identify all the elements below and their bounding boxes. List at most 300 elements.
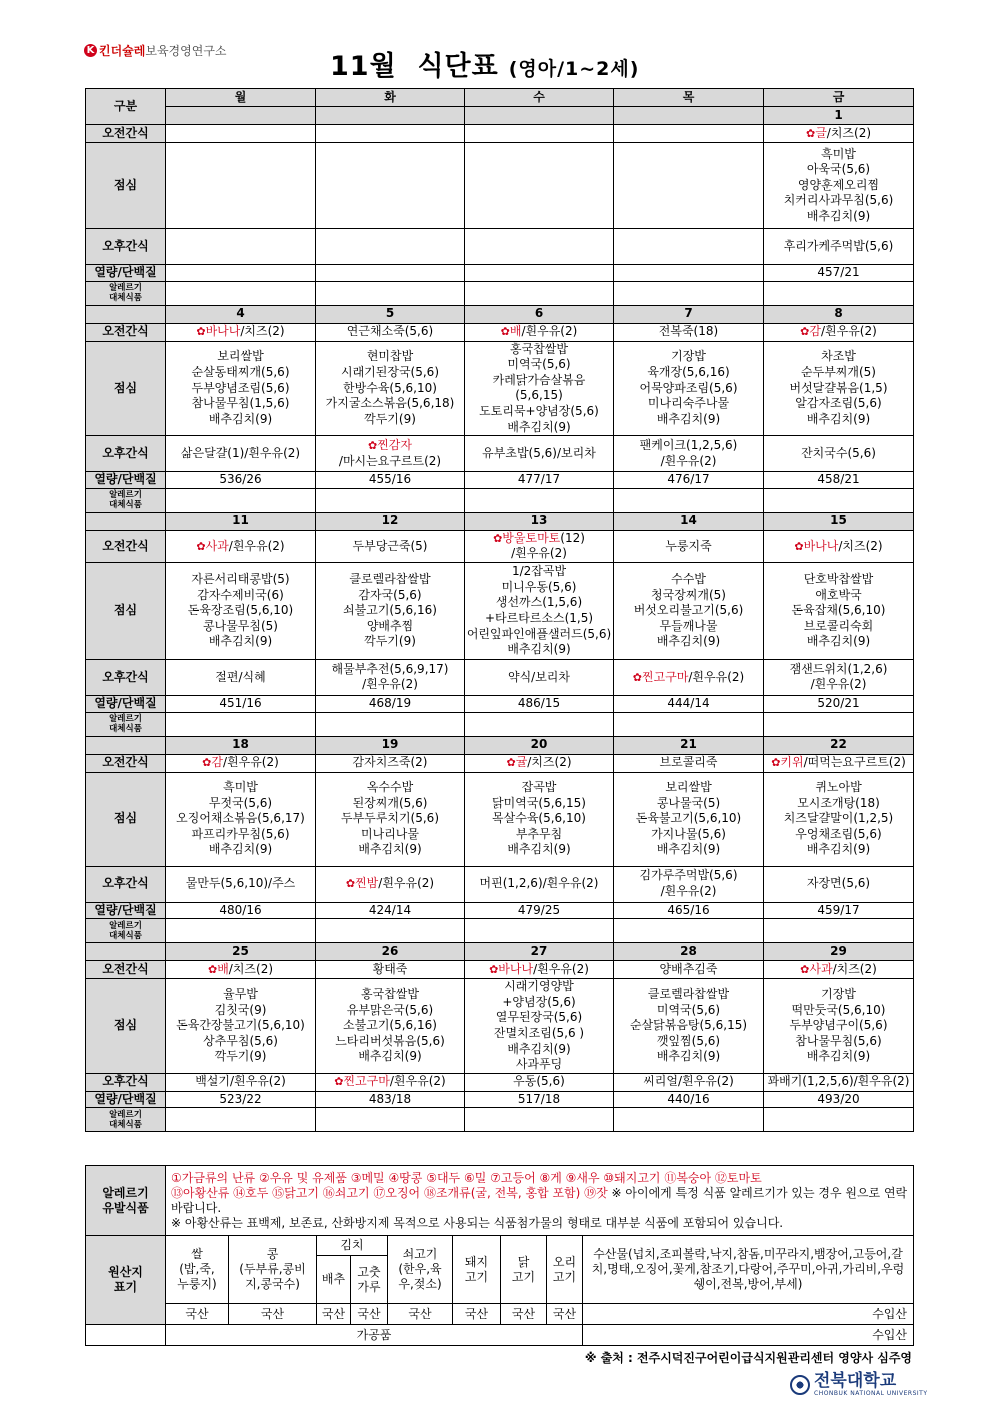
- allergy-list-2: ⑬아황산류 ⑭호두 ⑮닭고기 ⑯쇠고기 ⑰오징어 ⑱조개류(굴, 전복, 홍합 포함) ⑲잣: [171, 1185, 608, 1200]
- menu-text: (12): [560, 530, 585, 545]
- lunch-cell: [465, 562, 614, 659]
- title-sub: (영아/1~2세): [508, 58, 640, 80]
- date-row-label: [86, 943, 166, 961]
- menu-text: /흰우유(2): [511, 546, 567, 561]
- lunch-item: 된장찌개(5,6): [352, 795, 428, 810]
- flower-icon: ✿: [345, 877, 356, 891]
- lunch-cell: [764, 979, 914, 1074]
- afternoon-snack-cell: [465, 1073, 614, 1091]
- afternoon-line: [465, 670, 613, 686]
- lunch-item: 떡만둣국(5,6,10): [791, 1002, 886, 1017]
- afternoon-snack-label: 오후간식: [86, 866, 166, 902]
- menu-text: /흰우유(2): [389, 1074, 446, 1089]
- lunch-item: 배추김치(9): [507, 1041, 571, 1056]
- lunch-item: 우엉채조림(5,6): [795, 826, 882, 841]
- afternoon-snack-label: 오후간식: [86, 659, 166, 695]
- lunch-cell: [465, 979, 614, 1074]
- menu-text: 머핀(1,2,6)/흰우유(2): [479, 876, 599, 891]
- date-cell: 29: [764, 943, 914, 961]
- menu-text: /흰우유(2): [688, 669, 745, 684]
- calorie-cell: [316, 265, 465, 282]
- lunch-item: 미나리나물: [361, 826, 419, 841]
- origin-pepper-value: 국산: [351, 1304, 388, 1325]
- menu-text: 귤: [515, 755, 528, 770]
- lunch-item: 가지나물(5,6): [651, 826, 726, 841]
- menu-text: 꽈배기(1,2,5,6)/흰우유(2): [767, 1074, 910, 1089]
- flower-icon: ✿: [800, 325, 810, 339]
- menu-text: /치즈(2): [240, 324, 285, 339]
- day-header: 금: [764, 89, 914, 107]
- lunch-cell: [316, 562, 465, 659]
- allergy-substitute-cell: [764, 281, 914, 305]
- allergy-substitute-cell: [465, 281, 614, 305]
- lunch-cell: [614, 772, 764, 866]
- allergy-substitute-label: 알레르기 대체식품: [86, 281, 166, 305]
- date-cell: 27: [465, 943, 614, 961]
- morning-snack-cell: [764, 530, 914, 562]
- lunch-item: 브로콜리숙회: [803, 618, 874, 633]
- lunch-item: +양념장(5,6): [502, 994, 576, 1009]
- date-cell: 21: [614, 736, 764, 754]
- lunch-item: 흑미밥: [223, 780, 258, 795]
- calorie-cell: 457/21: [764, 265, 914, 282]
- morning-snack-cell: [614, 125, 764, 143]
- lunch-item: 클로렐라찹쌀밥: [647, 986, 730, 1001]
- morning-snack-cell: [465, 961, 614, 979]
- menu-text: /치즈(2): [832, 961, 877, 976]
- lunch-item: 돈육불고기(5,6,10): [635, 811, 742, 826]
- lunch-item: 도토리묵+양념장(5,6): [479, 403, 599, 418]
- lunch-item: 배추김치(9): [208, 842, 273, 857]
- afternoon-line: [764, 446, 913, 462]
- afternoon-line: [316, 876, 464, 892]
- lunch-item: 옥수수밥: [366, 780, 414, 795]
- menu-text: 찐감자: [377, 438, 412, 453]
- lunch-cell: [614, 562, 764, 659]
- allergy-substitute-cell: [614, 919, 764, 943]
- lunch-item: 깍두기(9): [364, 411, 416, 426]
- lunch-item: 클로렐라찹쌀밥: [349, 571, 431, 586]
- lunch-item: 배추김치(9): [507, 642, 571, 657]
- lunch-item: 목살수육(5,6,10): [492, 811, 586, 826]
- date-cell: 15: [764, 512, 914, 530]
- date-cell: 25: [166, 943, 316, 961]
- afternoon-line: [316, 454, 464, 470]
- university-name: 전북대학교: [814, 1371, 897, 1391]
- lunch-item: 배추김치(9): [507, 842, 571, 857]
- menu-text: 물만두(5,6,10)/주스: [185, 876, 296, 891]
- flower-icon: ✿: [632, 670, 642, 684]
- calorie-cell: 479/25: [465, 902, 614, 919]
- lunch-item: 참나물무침(1,5,6): [191, 396, 290, 411]
- morning-snack-cell: [316, 530, 465, 562]
- lunch-item: 차조밥: [821, 349, 856, 364]
- processed-label: 가공품: [166, 1325, 583, 1346]
- lunch-item: 순살닭볶음탕(5,6,15): [629, 1018, 748, 1033]
- morning-snack-cell: [316, 961, 465, 979]
- afternoon-line: [614, 1074, 763, 1090]
- lunch-cell: [465, 341, 614, 436]
- lunch-item: 미나리숙주나물: [647, 396, 730, 411]
- lunch-item: 배추김치(9): [806, 634, 871, 649]
- morning-snack-cell: [614, 961, 764, 979]
- morning-snack-label: 오전간식: [86, 961, 166, 979]
- allergy-substitute-cell: [166, 1108, 316, 1132]
- university-seal-icon: [790, 1375, 810, 1395]
- flower-icon: ✿: [207, 962, 218, 976]
- morning-snack-label: 오전간식: [86, 754, 166, 772]
- lunch-item: 어묵양파조림(5,6): [639, 380, 738, 395]
- menu-text: 글: [815, 125, 827, 140]
- lunch-item: 가지굴소스볶음(5,6,18): [325, 396, 455, 411]
- date-cell: 22: [764, 736, 914, 754]
- menu-text: 방울토마토: [502, 530, 561, 545]
- menu-text: 두부당근죽(5): [352, 538, 428, 553]
- category-header: 구분: [86, 89, 166, 125]
- allergy-substitute-cell: [465, 919, 614, 943]
- logo-brand: 킨더슐레: [99, 44, 146, 58]
- processed-value: 수입산: [583, 1325, 914, 1346]
- lunch-item: 어린잎파인애플샐러드(5,6): [466, 626, 612, 641]
- allergy-substitute-label: 알레르기 대체식품: [86, 919, 166, 943]
- lunch-item: 배추김치(9): [806, 208, 871, 223]
- afternoon-snack-cell: [316, 436, 465, 472]
- lunch-item: 닭미역국(5,6,15): [492, 795, 586, 810]
- lunch-item: 카레닭가슴살볶음: [492, 372, 586, 387]
- afternoon-line: [166, 670, 315, 686]
- afternoon-snack-cell: [166, 436, 316, 472]
- date-cell: 28: [614, 943, 764, 961]
- calorie-cell: 458/21: [764, 472, 914, 489]
- afternoon-snack-cell: [465, 436, 614, 472]
- menu-text: /치즈(2): [228, 961, 274, 976]
- afternoon-line: [614, 884, 763, 900]
- calorie-cell: 444/14: [614, 695, 764, 712]
- lunch-item: 기장밥: [821, 986, 856, 1001]
- afternoon-line: [316, 1074, 464, 1090]
- lunch-item: (5,6,15): [515, 388, 563, 403]
- lunch-item: 보리쌀밥: [217, 349, 264, 364]
- lunch-cell: [316, 341, 465, 436]
- lunch-item: 배추김치(9): [656, 634, 721, 649]
- calorie-label: 열량/단백질: [86, 265, 166, 282]
- origin-pork-value: 국산: [453, 1304, 501, 1325]
- calorie-cell: 493/20: [764, 1091, 914, 1108]
- lunch-item: 홍국찹쌀밥: [510, 341, 568, 356]
- date-cell: 8: [764, 305, 914, 323]
- flower-icon: ✿: [334, 1075, 344, 1089]
- afternoon-line: [764, 662, 913, 678]
- menu-text: 감: [809, 324, 821, 339]
- allergy-substitute-cell: [614, 1108, 764, 1132]
- menu-text: 황태죽: [372, 961, 408, 976]
- lunch-item: 소불고기(5,6,16): [343, 1018, 437, 1033]
- afternoon-snack-cell: [764, 866, 914, 902]
- allergy-substitute-cell: [166, 919, 316, 943]
- lunch-item: 파프리카무침(5,6): [191, 826, 290, 841]
- allergy-origin-table: [85, 1165, 914, 1346]
- menu-text: /흰우유(2): [810, 677, 867, 692]
- date-cell: [166, 107, 316, 125]
- menu-text: 찐고구마: [642, 669, 689, 684]
- allergy-substitute-label: 알레르기 대체식품: [86, 1108, 166, 1132]
- afternoon-line: [764, 1074, 913, 1090]
- menu-text: /흰우유(2): [362, 677, 418, 692]
- afternoon-line: [764, 876, 913, 892]
- lunch-item: 양배추찜: [366, 618, 414, 633]
- afternoon-snack-cell: [465, 659, 614, 695]
- afternoon-snack-cell: [614, 436, 764, 472]
- calorie-label: 열량/단백질: [86, 472, 166, 489]
- lunch-item: 흑미밥: [821, 146, 856, 161]
- morning-snack-cell: [166, 530, 316, 562]
- morning-snack-cell: [316, 754, 465, 772]
- morning-snack-cell: [166, 125, 316, 143]
- calorie-cell: 477/17: [465, 472, 614, 489]
- lunch-item: 순두부찌개(5): [801, 364, 876, 379]
- lunch-item: 알감자조림(5,6): [795, 396, 882, 411]
- lunch-item: 시래기영양밥: [504, 979, 574, 994]
- date-cell: 19: [316, 736, 465, 754]
- lunch-item: 배추김치(9): [507, 419, 571, 434]
- lunch-item: 무젓국(5,6): [208, 795, 273, 810]
- lunch-item: 보리쌀밥: [665, 780, 712, 795]
- university-name-en: CHONBUK NATIONAL UNIVERSITY: [814, 1390, 928, 1397]
- origin-beef-value: 국산: [388, 1304, 453, 1325]
- lunch-item: 모시조개탕(18): [797, 795, 880, 810]
- lunch-item: 수수밥: [671, 571, 706, 586]
- lunch-item: 김칫국(9): [214, 1002, 267, 1017]
- morning-snack-cell: [465, 323, 614, 341]
- allergy-substitute-cell: [465, 712, 614, 736]
- origin-label: 원산지 표기: [86, 1236, 166, 1325]
- afternoon-snack-label: 오후간식: [86, 436, 166, 472]
- lunch-cell: [465, 772, 614, 866]
- origin-bean-value: 국산: [229, 1304, 317, 1325]
- lunch-cell: [166, 341, 316, 436]
- calorie-cell: 536/26: [166, 472, 316, 489]
- menu-text: 감: [211, 755, 223, 770]
- menu-text: 브로콜리죽: [659, 755, 718, 770]
- lunch-item: 쇠불고기(5,6,16): [343, 603, 437, 618]
- menu-table: [85, 88, 914, 1132]
- date-cell: 13: [465, 512, 614, 530]
- origin-cabbage: 배추: [317, 1256, 351, 1304]
- menu-text: /흰우유(2): [521, 324, 578, 339]
- menu-text: /흰우유(2): [228, 538, 285, 553]
- menu-text: /마시는요구르트(2): [338, 453, 442, 468]
- lunch-item: 미역국(5,6): [656, 1002, 721, 1017]
- morning-snack-cell: [316, 323, 465, 341]
- origin-duck: 오리 고기: [547, 1236, 583, 1304]
- menu-text: 잔치국수(5,6): [801, 445, 876, 460]
- allergy-substitute-cell: [764, 919, 914, 943]
- origin-chicken-value: 국산: [501, 1304, 547, 1325]
- lunch-label: 점심: [86, 143, 166, 229]
- lunch-item: 돈육잡채(5,6,10): [791, 603, 886, 618]
- origin-kimchi: 김치: [317, 1236, 388, 1256]
- flower-icon: ✿: [500, 325, 510, 339]
- calorie-cell: 517/18: [465, 1091, 614, 1108]
- date-cell: 11: [166, 512, 316, 530]
- allergy-label: 알레르기 유발식품: [86, 1166, 166, 1236]
- lunch-cell: [316, 143, 465, 229]
- allergy-note-1: ※ 아이에게 특정 식품 알레르기가 있는 경우 원으로 연락 바랍니다.: [171, 1185, 908, 1215]
- calorie-cell: 459/17: [764, 902, 914, 919]
- afternoon-line: [614, 670, 763, 686]
- source-note: ※ 출처 : 전주시덕진구어린이급식지원관리센터 영양사 심주영: [584, 1351, 912, 1365]
- date-cell: [316, 107, 465, 125]
- lunch-cell: [166, 772, 316, 866]
- afternoon-line: [614, 438, 763, 454]
- lunch-item: 무들깨나물: [659, 618, 718, 633]
- lunch-item: 청국장찌개(5): [651, 587, 726, 602]
- afternoon-snack-cell: [316, 229, 465, 265]
- calorie-label: 열량/단백질: [86, 1091, 166, 1108]
- menu-text: 팬케이크(1,2,5,6): [639, 438, 738, 453]
- afternoon-snack-cell: [614, 1073, 764, 1091]
- lunch-item: 두부양념조림(5,6): [191, 380, 290, 395]
- logo-k-icon: K: [84, 44, 97, 57]
- lunch-item: 배추김치(9): [656, 411, 721, 426]
- menu-text: 찐밤: [355, 876, 379, 891]
- flower-icon: ✿: [489, 962, 499, 976]
- lunch-item: 자른서리태콩밥(5): [191, 571, 290, 586]
- allergy-substitute-cell: [166, 281, 316, 305]
- lunch-cell: [764, 562, 914, 659]
- menu-text: /흰우유(2): [660, 884, 717, 899]
- afternoon-snack-cell: [166, 866, 316, 902]
- origin-beef: 쇠고기 (한우,육 우,젖소): [388, 1236, 453, 1304]
- menu-text: 김가루주먹밥(5,6): [639, 868, 738, 883]
- menu-text: /흰우유(2): [820, 324, 877, 339]
- lunch-item: 두부양념구이(5,6): [789, 1018, 888, 1033]
- menu-text: /흰우유(2): [533, 961, 589, 976]
- flower-icon: ✿: [800, 962, 810, 976]
- date-cell: 12: [316, 512, 465, 530]
- menu-text: 배: [509, 324, 522, 339]
- menu-text: /흰우유(2): [660, 453, 717, 468]
- lunch-item: 배추김치(9): [656, 842, 721, 857]
- allergy-note-2: ※ 아황산류는 표백제, 보존료, 산화방지제 목적으로 사용되는 식품첨가물의 형태로 대부분 식품에 포함되어 있습니다.: [171, 1215, 784, 1230]
- afternoon-line: [465, 446, 613, 462]
- origin-chicken: 닭 고기: [501, 1236, 547, 1304]
- lunch-item: 생선까스(1,5,6): [495, 595, 583, 610]
- date-cell: 7: [614, 305, 764, 323]
- calorie-cell: [614, 265, 764, 282]
- lunch-item: 배추김치(9): [208, 411, 273, 426]
- afternoon-snack-cell: [764, 436, 914, 472]
- flower-icon: ✿: [794, 539, 804, 553]
- allergy-substitute-cell: [316, 919, 465, 943]
- date-row-label: [86, 512, 166, 530]
- menu-text: 우동(5,6): [513, 1074, 565, 1089]
- morning-snack-cell: [764, 961, 914, 979]
- lunch-item: 돈육간장불고기(5,6,10): [176, 1018, 305, 1033]
- allergy-substitute-cell: [614, 281, 764, 305]
- afternoon-line: [764, 239, 913, 255]
- lunch-item: 배추김치(9): [806, 842, 871, 857]
- calorie-cell: 468/19: [316, 695, 465, 712]
- afternoon-line: [166, 446, 315, 462]
- date-cell: 4: [166, 305, 316, 323]
- date-cell: [614, 107, 764, 125]
- lunch-item: 감자수제비국(6): [197, 587, 284, 602]
- menu-text: 양배추김죽: [659, 961, 718, 976]
- menu-text: 배: [217, 961, 229, 976]
- calorie-cell: 523/22: [166, 1091, 316, 1108]
- allergy-substitute-label: 알레르기 대체식품: [86, 488, 166, 512]
- menu-text: 감자치즈죽(2): [352, 755, 428, 770]
- allergy-substitute-cell: [316, 1108, 465, 1132]
- afternoon-snack-cell: [764, 229, 914, 265]
- afternoon-snack-label: 오후간식: [86, 229, 166, 265]
- allergy-substitute-label: 알레르기 대체식품: [86, 712, 166, 736]
- afternoon-snack-cell: [316, 659, 465, 695]
- lunch-item: 1/2잡곡밥: [511, 564, 567, 579]
- lunch-item: 아욱국(5,6): [806, 162, 871, 177]
- flower-icon: ✿: [368, 439, 378, 453]
- menu-text: 전복죽(18): [658, 324, 719, 339]
- lunch-cell: [166, 562, 316, 659]
- lunch-item: 한방수육(5,6,10): [343, 380, 437, 395]
- morning-snack-cell: [764, 323, 914, 341]
- afternoon-line: [614, 454, 763, 470]
- lunch-item: 육개장(5,6,16): [647, 364, 730, 379]
- lunch-cell: [614, 979, 764, 1074]
- afternoon-snack-cell: [614, 229, 764, 265]
- morning-snack-cell: [614, 754, 764, 772]
- allergy-substitute-cell: [614, 488, 764, 512]
- date-cell: 5: [316, 305, 465, 323]
- lunch-item: 퀴노아밥: [815, 780, 862, 795]
- menu-text: 바나나: [803, 538, 839, 553]
- university-logo: [790, 1372, 928, 1397]
- calorie-cell: [166, 265, 316, 282]
- menu-text: /치즈(2): [527, 755, 572, 770]
- morning-snack-cell: [316, 125, 465, 143]
- date-cell: 14: [614, 512, 764, 530]
- morning-snack-label: 오전간식: [86, 530, 166, 562]
- lunch-item: 느타리버섯볶음(5,6): [335, 1033, 445, 1048]
- menu-text: 후리가케주먹밥(5,6): [783, 238, 894, 253]
- afternoon-line: [316, 662, 464, 678]
- allergy-substitute-cell: [316, 281, 465, 305]
- title-main: 11월 식단표: [330, 51, 499, 82]
- afternoon-snack-cell: [316, 1073, 465, 1091]
- afternoon-line: [465, 876, 613, 892]
- allergy-substitute-cell: [166, 712, 316, 736]
- lunch-cell: [166, 979, 316, 1074]
- lunch-item: 시래기된장국(5,6): [341, 364, 439, 379]
- lunch-item: 버섯오리불고기(5,6): [633, 603, 744, 618]
- lunch-item: 배추김치(9): [208, 634, 273, 649]
- date-cell: 20: [465, 736, 614, 754]
- lunch-cell: [465, 143, 614, 229]
- allergy-substitute-cell: [316, 712, 465, 736]
- page-title: [330, 44, 639, 83]
- morning-snack-cell: [614, 530, 764, 562]
- afternoon-line: [166, 1074, 315, 1090]
- morning-snack-label: 오전간식: [86, 125, 166, 143]
- afternoon-line: [316, 677, 464, 693]
- allergy-substitute-cell: [316, 488, 465, 512]
- menu-text: 씨리얼/흰우유(2): [643, 1074, 734, 1089]
- date-cell: [465, 107, 614, 125]
- date-cell: 6: [465, 305, 614, 323]
- allergy-substitute-cell: [465, 488, 614, 512]
- afternoon-snack-cell: [465, 229, 614, 265]
